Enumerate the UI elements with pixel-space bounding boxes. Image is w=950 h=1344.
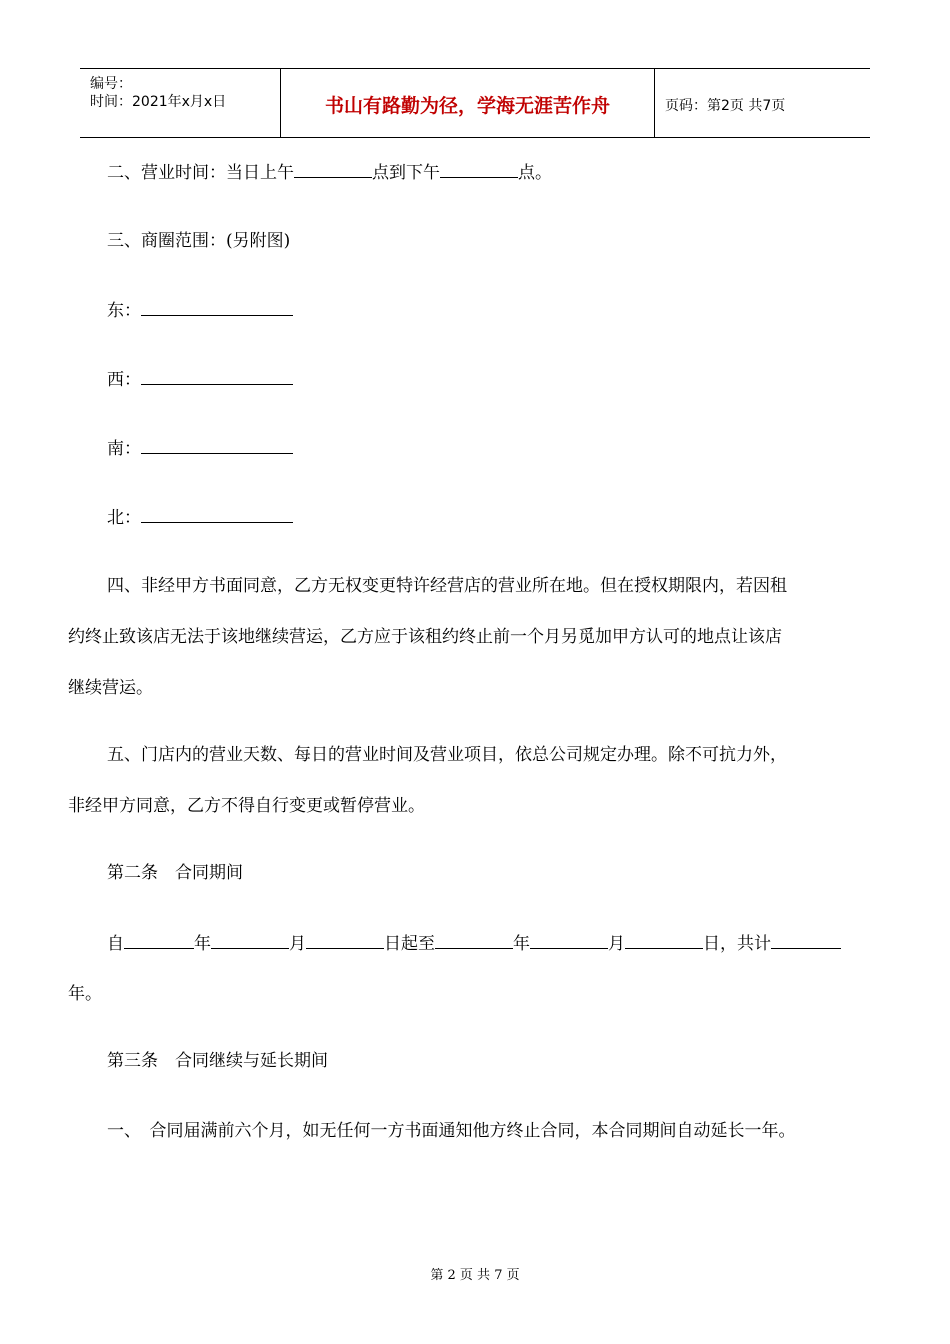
business-hours-line xyxy=(107,162,552,183)
west-label: 西： xyxy=(107,370,141,390)
page-footer: 第 2 页 共 7 页 xyxy=(430,1268,520,1283)
header-page-label: 页码：第2页 共7页 xyxy=(665,98,786,114)
period-day-from-text: 日起至 xyxy=(384,934,435,954)
period-year-text: 年 xyxy=(194,934,211,954)
clause-four-line-2: 约终止致该店无法于该地继续营运，乙方应于该租约终止前一个月另觅加甲方认可的地点让该店 xyxy=(68,627,782,647)
page-header xyxy=(80,68,870,138)
north-blank xyxy=(141,507,293,523)
clause-five-line-2: 非经甲方同意，乙方不得自行变更或暂停营业。 xyxy=(68,796,425,816)
start-day-blank xyxy=(306,933,384,949)
header-right-cell xyxy=(654,69,871,137)
period-day-total-text: 日，共计 xyxy=(703,934,771,954)
article-three-title: 第三条 合同继续与延长期间 xyxy=(107,1051,328,1071)
south-label: 南： xyxy=(107,439,141,459)
end-day-blank xyxy=(625,933,703,949)
hours-text-b: 点到下午 xyxy=(372,163,440,183)
north-label: 北： xyxy=(107,508,141,528)
east-blank xyxy=(141,300,293,316)
west-boundary-line xyxy=(107,369,293,390)
period-year2-text: 年 xyxy=(513,934,530,954)
south-blank xyxy=(141,438,293,454)
end-year-blank xyxy=(435,933,513,949)
trade-area-heading: 三、商圈范围：(另附图) xyxy=(107,231,291,251)
start-year-blank xyxy=(124,933,194,949)
hours-text-a: 二、营业时间：当日上午 xyxy=(107,163,294,183)
end-month-blank xyxy=(530,933,608,949)
period-month-text: 月 xyxy=(289,934,306,954)
contract-period-line xyxy=(107,933,841,954)
south-boundary-line xyxy=(107,438,293,459)
period-from-text: 自 xyxy=(107,934,124,954)
east-label: 东： xyxy=(107,301,141,321)
morning-hour-blank xyxy=(294,162,372,178)
contract-period-line-2: 年。 xyxy=(68,984,102,1004)
article-two-title: 第二条 合同期间 xyxy=(107,863,243,883)
east-boundary-line xyxy=(107,300,293,321)
total-years-blank xyxy=(771,933,841,949)
header-motto: 书山有路勤为径，学海无涯苦作舟 xyxy=(324,95,610,117)
afternoon-hour-blank xyxy=(440,162,518,178)
start-month-blank xyxy=(211,933,289,949)
header-left-cell xyxy=(80,69,281,137)
article-three-clause-one: 一、 合同届满前六个月，如无任何一方书面通知他方终止合同，本合同期间自动延长一年。 xyxy=(107,1121,796,1141)
clause-four-line-3: 继续营运。 xyxy=(68,678,153,698)
clause-five-line-1: 五、门店内的营业天数、每日的营业时间及营业项目，依总公司规定办理。除不可抗力外， xyxy=(107,745,787,765)
north-boundary-line xyxy=(107,507,293,528)
document-date-label: 时间：2021年x月x日 xyxy=(90,94,227,110)
west-blank xyxy=(141,369,293,385)
header-center-cell xyxy=(281,69,654,137)
clause-four-line-1: 四、非经甲方书面同意，乙方无权变更特许经营店的营业所在地。但在授权期限内，若因租 xyxy=(107,576,787,596)
document-number-label: 编号： xyxy=(90,76,132,92)
hours-text-c: 点。 xyxy=(518,163,552,183)
period-month2-text: 月 xyxy=(608,934,625,954)
